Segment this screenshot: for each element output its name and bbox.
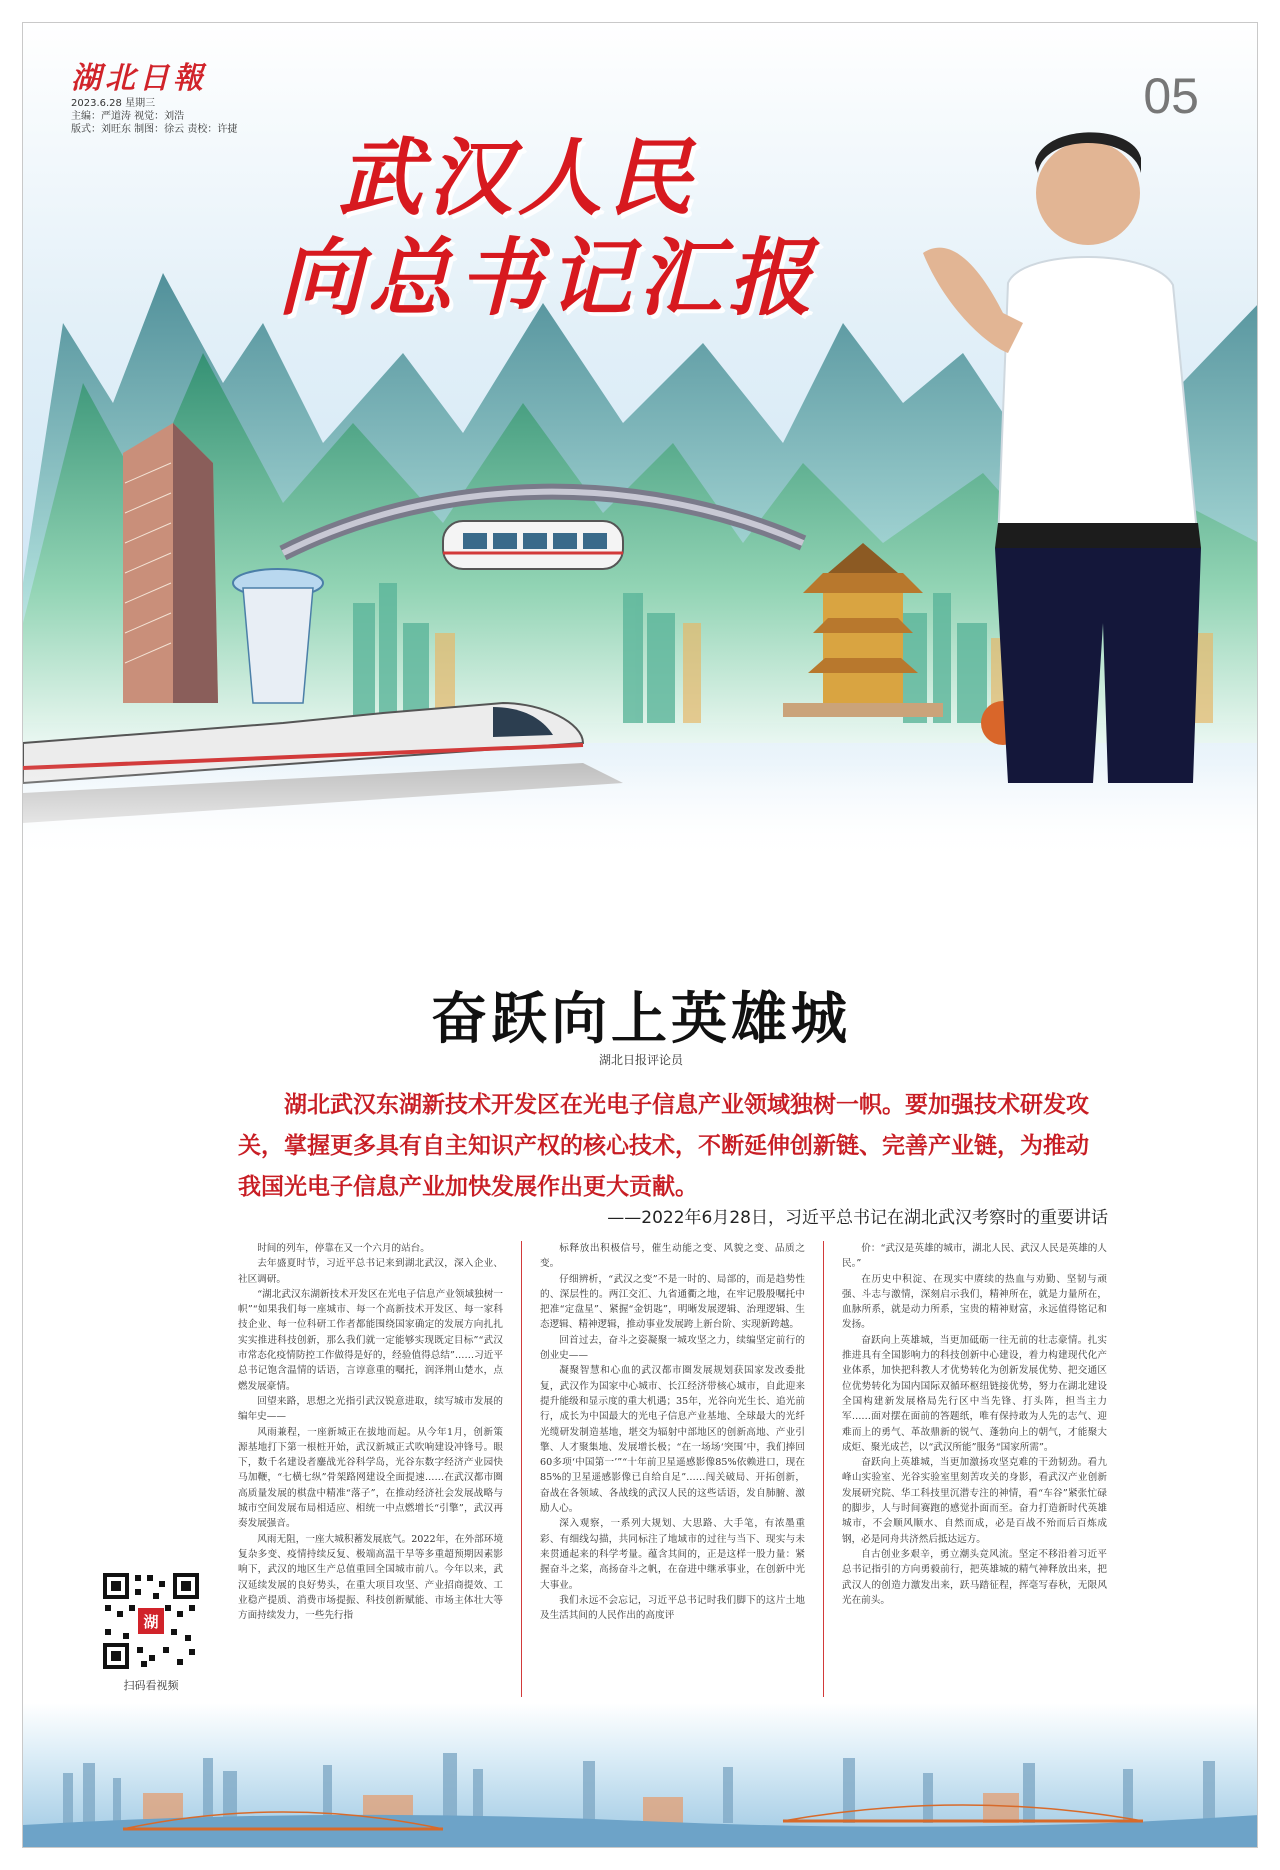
qr-code[interactable] [101, 1571, 201, 1671]
editor-credits: 主编：严道涛 视觉：刘浩 [71, 111, 185, 122]
column-divider [823, 1241, 824, 1697]
article-headline: 奋跃向上英雄城 [431, 986, 851, 1052]
paragraph: 凝聚智慧和心血的武汉都市圈发展规划获国家发改委批复，武汉作为国家中心城市、长江经济带核心城市，自此迎来提升能级和显示度的重大机遇；35年，光谷向光生长、追光前行，成长为中国最大的光电子信息产业基地、全球最大的光纤光缆研发制造基地，堪交为辐射中部地区的创新高地、产业引擎、人才聚集地、发展增长极；“在一场场‘突围’中，我们捧回60多项‘中国第一’”“十年前卫星遥感影像85%依赖进口，现在85%的卫星遥感影像已自给自足”……闯关破局、开拓创新，奋战在各领域、各战线的武汉人民的这些话语，发自肺腑、激励人心。 [540, 1365, 805, 1515]
qr-logo-text: 湖 [143, 1613, 159, 1631]
body-column-1 [238, 1241, 503, 1697]
paragraph: 在历史中积淀、在现实中赓续的热血与劝勤、坚韧与顽强、斗志与激情，深刻启示我们，精神所在，就是力量所在，血脉所系，就是动力所系，宝贵的精神财富，永远值得铭记和发扬。 [842, 1273, 1107, 1331]
article-byline: 湖北日报评论员 [598, 1053, 683, 1067]
paragraph: 标释放出积极信号，催生动能之变、风貌之变、品质之变。 [540, 1243, 805, 1270]
paragraph: “湖北武汉东湖新技术开发区在光电子信息产业领域独树一帜”“如果我们每一座城市、每一个高新技术开发区、每一家科技企业、每一位科研工作者都能围绕国家确定的发展方向扎扎实实推进科技创新，那么我们就一定能够实现既定目标”“武汉市常态化疫情防控工作做得是好的，经验值得总结”……习近平总书记饱含温情的话语，言谆意重的嘱托，润泽荆山楚水，点燃发展豪情。 [238, 1288, 503, 1392]
hero-title-line1: 武汉人民 [338, 129, 699, 227]
page-number: 05 [1143, 68, 1199, 124]
paragraph: 风雨无阻，一座大城积蓄发展底气。2022年，在外部环境复杂多变、疫情持续反复、极端高温干旱等多重超预期因素影响下，武汉的地区生产总值重回全国城市前八。今年以来，武汉延续发展的良好势头，在重大项目攻坚、产业招商提效、工业稳产提质、消费市场提振、科技创新赋能、市场主体壮大等方面持续发力，一些先行指 [238, 1533, 503, 1622]
paragraph: 自古创业多艰辛，勇立潮头竞风流。坚定不移沿着习近平总书记指引的方向勇毅前行，把英雄城的精气神释放出来，把武汉人的创造力激发出来，跃马踏征程，挥毫写春秋，无限风光在前头。 [842, 1548, 1107, 1606]
paragraph: 仔细辨析，“武汉之变”不是一时的、局部的，而是趋势性的、深层性的。两江交汇、九省通衢之地，在牢记殷殷嘱托中把准“定盘星”、紧握“金钥匙”，明晰发展逻辑、治理逻辑、生态逻辑、精神逻辑，推动事业发展跨上新台阶、实现新跨越。 [540, 1273, 805, 1331]
paragraph: 风雨兼程，一座新城正在拔地而起。从今年1月，创新策源基地打下第一根桩开始，武汉新城正式吹响建设冲锋号。眼下，数千名建设者鏖战光谷科学岛，光谷东数字经济产业园快马加鞭，“七横七纵”骨架路网建设全面提速……在武汉都市圈高质量发展的棋盘中精准“落子”，在推动经济社会发展战略与城市空间发展布局相适应、相统一中点燃增长“引擎”，武汉再奏发展强音。 [238, 1426, 503, 1530]
paragraph: 奋跃向上英雄城，当更加砥砺一往无前的壮志豪情。扎实推进具有全国影响力的科技创新中心建设，着力构建现代化产业体系，加快把科教人才优势转化为创新发展优势、把交通区位优势转化为国内国际双循环枢纽链接优势，努力在湖北建设全国构建新发展格局先行区中当先锋、打头阵，担当主力军……面对摆在面前的答题纸，唯有保持敢为人先的志气、迎难而上的勇气、革故鼎新的锐气、蓬勃向上的朝气，才能聚大成炬、聚光成芒，以“武汉所能”服务“国家所需”。 [842, 1334, 1107, 1453]
layout-credits: 版式：刘旺东 制图：徐云 责校：许捷 [71, 124, 238, 135]
masthead [71, 61, 237, 136]
hero-title-line2: 向总书记汇报 [278, 229, 819, 327]
body-column-2 [540, 1241, 805, 1697]
paragraph: 我们永远不会忘记，习近平总书记时我们脚下的这片土地及生活其间的人民作出的高度评 [540, 1594, 805, 1622]
quote-attribution: ——2022年6月28日，习近平总书记在湖北武汉考察时的重要讲话 [607, 1208, 1108, 1228]
newspaper-page [22, 22, 1258, 1848]
hero-title [278, 128, 818, 328]
paragraph: 回首过去，奋斗之姿凝聚一城攻坚之力，续编坚定前行的创业史—— [540, 1334, 805, 1362]
article-body [238, 1241, 1108, 1697]
qr-code-label: 扫码看视频 [123, 1679, 179, 1692]
paragraph: 去年盛夏时节，习近平总书记来到湖北武汉，深入企业、社区调研。 [238, 1258, 503, 1285]
paragraph: 深入观察，一系列大规划、大思路、大手笔，有浓墨重彩、有细线勾描，共同标注了地域市的过往与当下、现实与未来贯通起来的科学考量。蕴含其间的，正是这样一股力量：紧握奋斗之桨，高扬奋斗之帆，在奋进中继承事业，在创新中光大事业。 [540, 1518, 805, 1591]
paragraph: 奋跃向上英雄城，当更加激扬攻坚克难的干劲韧劲。看九峰山实验室、光谷实验室里刻苦攻关的身影，看武汉产业创新发展研究院、华工科技里沉潜专注的神情，看“车谷”紧张忙碌的脚步，人与时间赛跑的感觉扑面而至。奋力打造新时代英雄城市，不会顺风顺水、自然而成，必是百战不殆而后百炼成钢，必是同舟共济然后抵达远方。 [842, 1457, 1107, 1545]
river-city-illustration [23, 1703, 1258, 1848]
body-column-3 [842, 1241, 1107, 1697]
column-divider [521, 1241, 522, 1697]
paragraph: 回望来路，思想之光指引武汉锐意进取，续写城市发展的编年史—— [238, 1395, 503, 1423]
newspaper-logo: 湖北日報 [71, 61, 207, 96]
paragraph: 价：“武汉是英雄的城市，湖北人民、武汉人民是英雄的人民。” [842, 1243, 1107, 1270]
bottom-cityscape [23, 1703, 1258, 1848]
issue-date: 2023.6.28 星期三 [71, 98, 156, 109]
paragraph: 时间的列车，停靠在又一个六月的站台。 [257, 1243, 430, 1254]
article-quote: 湖北武汉东湖新技术开发区在光电子信息产业领域独树一帜。要加强技术研发攻关，掌握更多具有自主知识产权的核心技术，不断延伸创新链、完善产业链，为推动我国光电子信息产业加快发展作出更大贡献。 [238, 1092, 1089, 1200]
